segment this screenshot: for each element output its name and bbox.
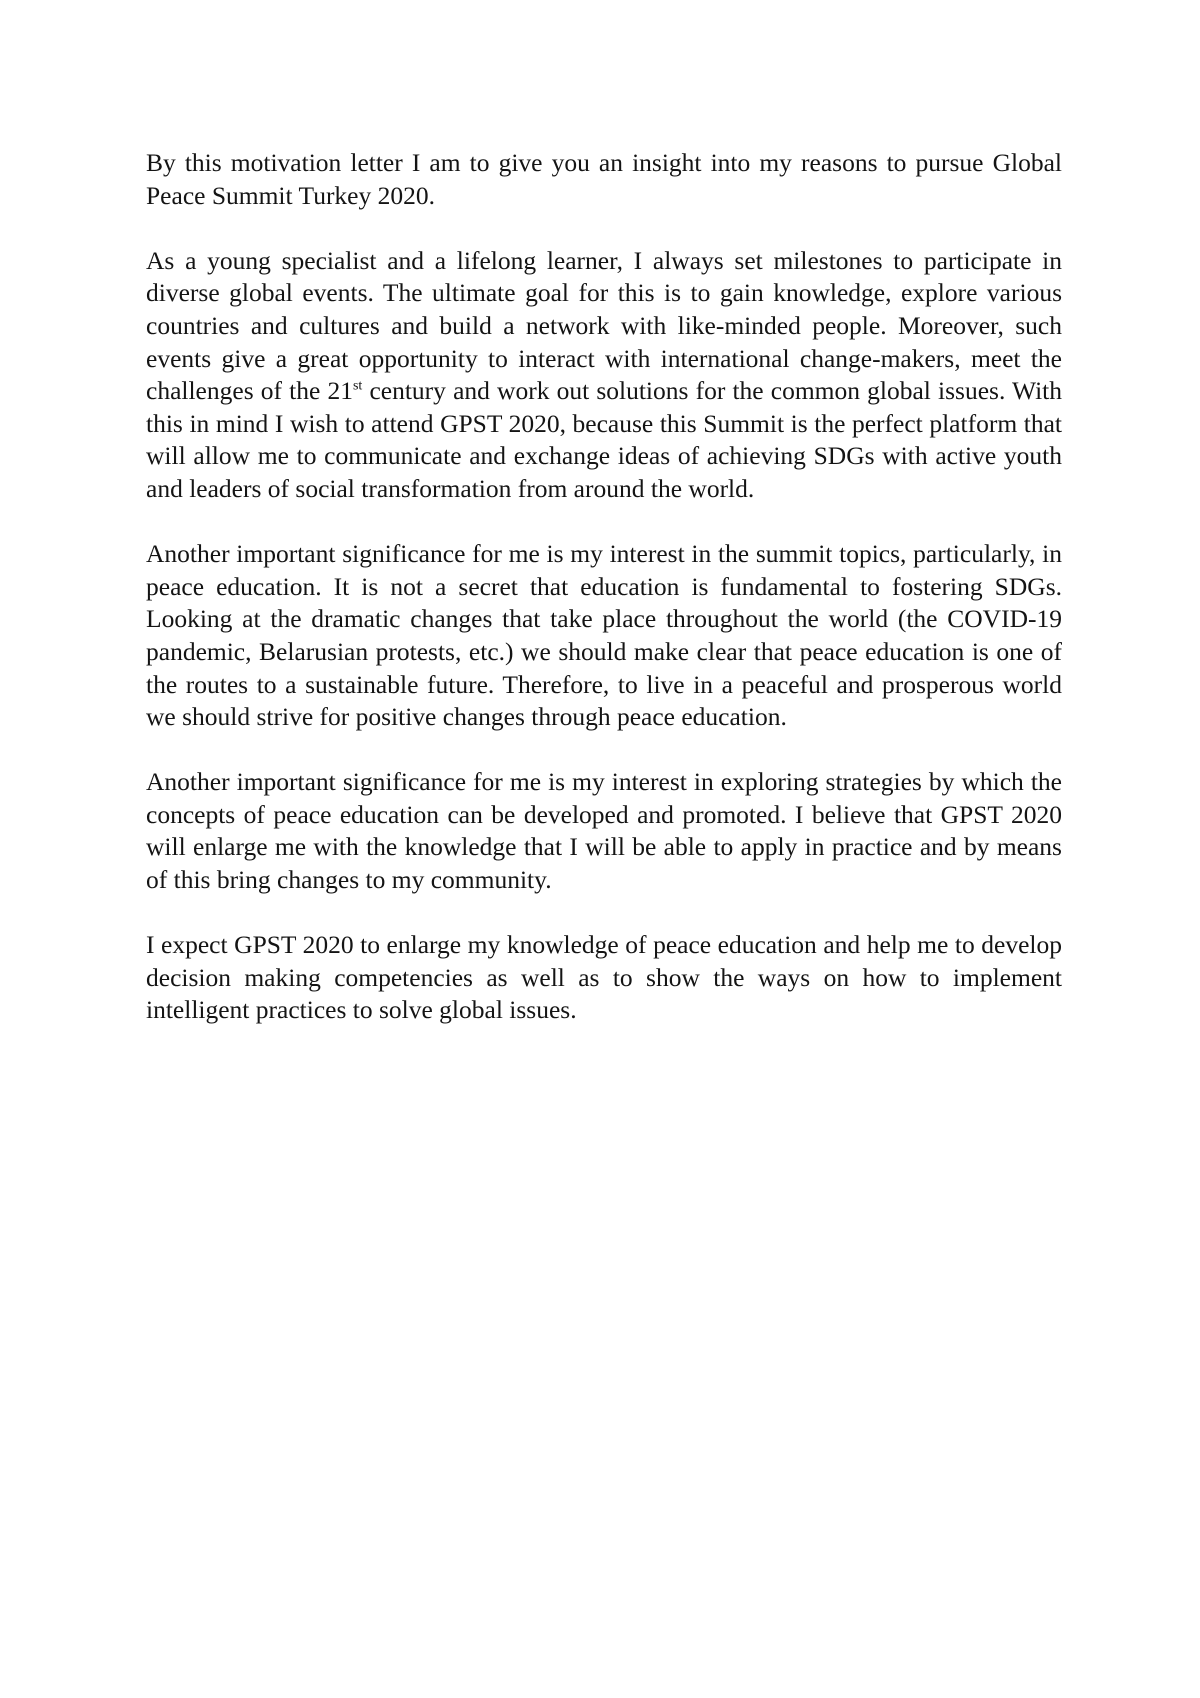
paragraph-motivation	[146, 245, 1062, 506]
paragraph-motivation-text-end: century and work out solutions for the common global issues. With this in mind I wish to attend GPST 2020, because this Summit is the perfect platform that will allow me to communicate and exchange ideas of achieving SDGs with active youth and leaders of social transformation from around the world.	[146, 376, 1062, 503]
paragraph-expectations: I expect GPST 2020 to enlarge my knowledge of peace education and help me to develop decision making competencies as well as to show the ways on how to implement intelligent practices to solve global issues.	[146, 930, 1062, 1025]
letter-body	[146, 147, 1062, 1060]
paragraph-strategies: Another important significance for me is my interest in exploring strategies by which the concepts of peace education can be developed and promoted. I believe that GPST 2020 will enlarge me with the knowledge that I will be able to apply in practice and by means of this bring changes to my community.	[146, 767, 1062, 895]
paragraph-peace-education: Another important significance for me is my interest in the summit topics, particularly, in peace education. It is not a secret that education is fundamental to fostering SDGs. Looking at the dramatic changes that take place throughout the world (the COVID-19 pandemic, Belarusian protests, etc.) we should make clear that peace education is one of the routes to a sustainable future. Therefore, to live in a peaceful and prosperous world we should strive for positive changes through peace education.	[146, 539, 1062, 732]
paragraph-intro: By this motivation letter I am to give you an insight into my reasons to pursue Global Peace Summit Turkey 2020.	[146, 148, 1062, 210]
paragraph-motivation-text-start: As a young specialist and a lifelong learner, I always set milestones to participate in diverse global events. The ultimate goal for this is to gain knowledge, explore various countries and cultures and build a network with like-minded people. Moreover, such events give a great opportunity to interact with international change-makers, meet the challenges of the 21	[146, 245, 1062, 406]
ordinal-superscript: st	[352, 378, 363, 394]
